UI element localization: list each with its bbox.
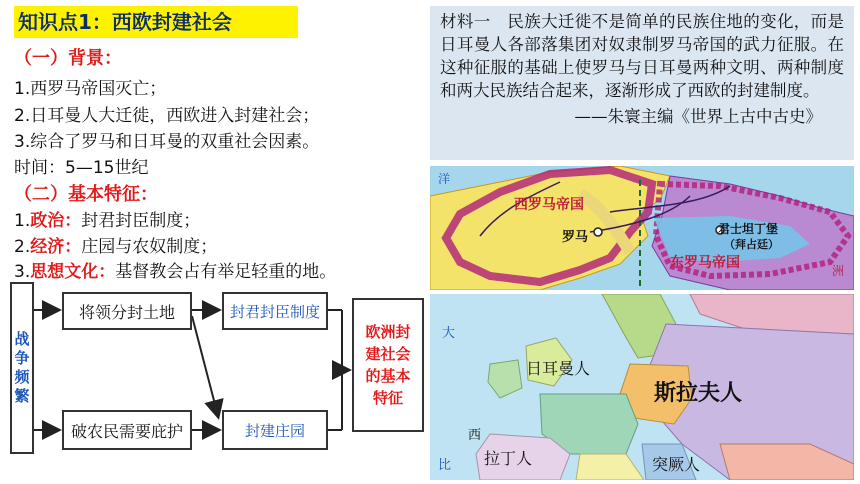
feature-num: 1. <box>14 211 31 231</box>
lord-vassal-box <box>222 292 328 330</box>
background-heading: （一）背景： <box>14 48 122 69</box>
feature-key: 政治： <box>30 211 82 231</box>
manor-box <box>222 410 328 450</box>
feature-item-3 <box>14 257 336 282</box>
fief-text: 将领分封土地 <box>78 302 175 322</box>
roman-empire-map-graphic <box>430 166 854 290</box>
result-text: 欧洲封建社会的基本特征 <box>365 323 411 407</box>
turkic-label: 突厥人 <box>652 455 701 474</box>
latin-label: 拉丁人 <box>484 449 533 468</box>
map2-coast-label: 西 <box>468 428 482 443</box>
background-item-3: 3.综合了罗马和日耳曼的双重社会因素。 <box>14 132 320 152</box>
western-roman-empire-label: 西罗马帝国 <box>514 197 584 213</box>
page-title: 知识点1：西欧封建社会 <box>18 10 232 34</box>
feature-num: 2. <box>14 237 31 257</box>
european-peoples-map <box>430 294 854 480</box>
feature-text: 基督教会占有举足轻重的地。 <box>115 262 337 282</box>
feature-text: 封君封臣制度； <box>81 211 201 231</box>
war-frequent-box <box>10 282 34 454</box>
material-text: 材料一 民族大迁徙不是简单的民族住地的变化，而是日耳曼人各部落集团对奴隶制罗马帝国的武力征服。在这种征服的基础上使罗马与日耳曼两种文明、两种制度和两大民族结合起来，逐渐形成了西欧的封建制度。 <box>440 12 844 100</box>
lord-vassal-text: 封君封臣制度 <box>229 302 320 321</box>
title-bar <box>14 6 298 38</box>
feature-item-1 <box>14 206 200 231</box>
slavic-label: 斯拉夫人 <box>654 380 743 406</box>
map2-bay-label: 比 <box>438 458 452 473</box>
time-range: 时间：5—15世纪 <box>14 158 149 178</box>
feature-num: 3. <box>14 262 31 282</box>
map2-ocean-label: 大 <box>442 326 456 341</box>
features-heading: （二）基本特征： <box>14 184 158 205</box>
background-item-1: 1.西罗马帝国灭亡； <box>14 79 167 99</box>
roman-empire-map <box>430 166 854 290</box>
feature-key: 经济： <box>30 237 82 257</box>
result-box <box>352 298 424 432</box>
germanic-label: 日耳曼人 <box>526 359 591 378</box>
peasant-protection-box <box>62 410 192 450</box>
material-quote-box <box>430 6 854 160</box>
background-item-2: 2.日耳曼人大迁徙，西欧进入封建社会； <box>14 106 320 126</box>
constantinople-label: 君士坦丁堡 <box>718 222 779 236</box>
fief-box <box>62 292 192 330</box>
map1-edge-label: 洲 <box>832 264 845 278</box>
rome-label: 罗马 <box>562 230 589 245</box>
feature-text: 庄园与农奴制度； <box>81 237 218 257</box>
eastern-roman-empire-label: 东罗马帝国 <box>670 255 740 271</box>
material-source: ——朱寰主编《世界上古中古史》 <box>574 107 822 126</box>
map1-sea-label: 洋 <box>438 172 451 186</box>
peasant-protection-text: 破农民需要庇护 <box>70 421 183 441</box>
feudal-causes-diagram <box>8 282 426 480</box>
manor-text: 封建庄园 <box>244 421 305 440</box>
feature-key: 思想文化： <box>30 262 116 282</box>
war-frequent-text: 战争频繁 <box>14 330 30 405</box>
feature-item-2 <box>14 232 217 257</box>
byzantine-label: （拜占廷） <box>724 238 779 251</box>
